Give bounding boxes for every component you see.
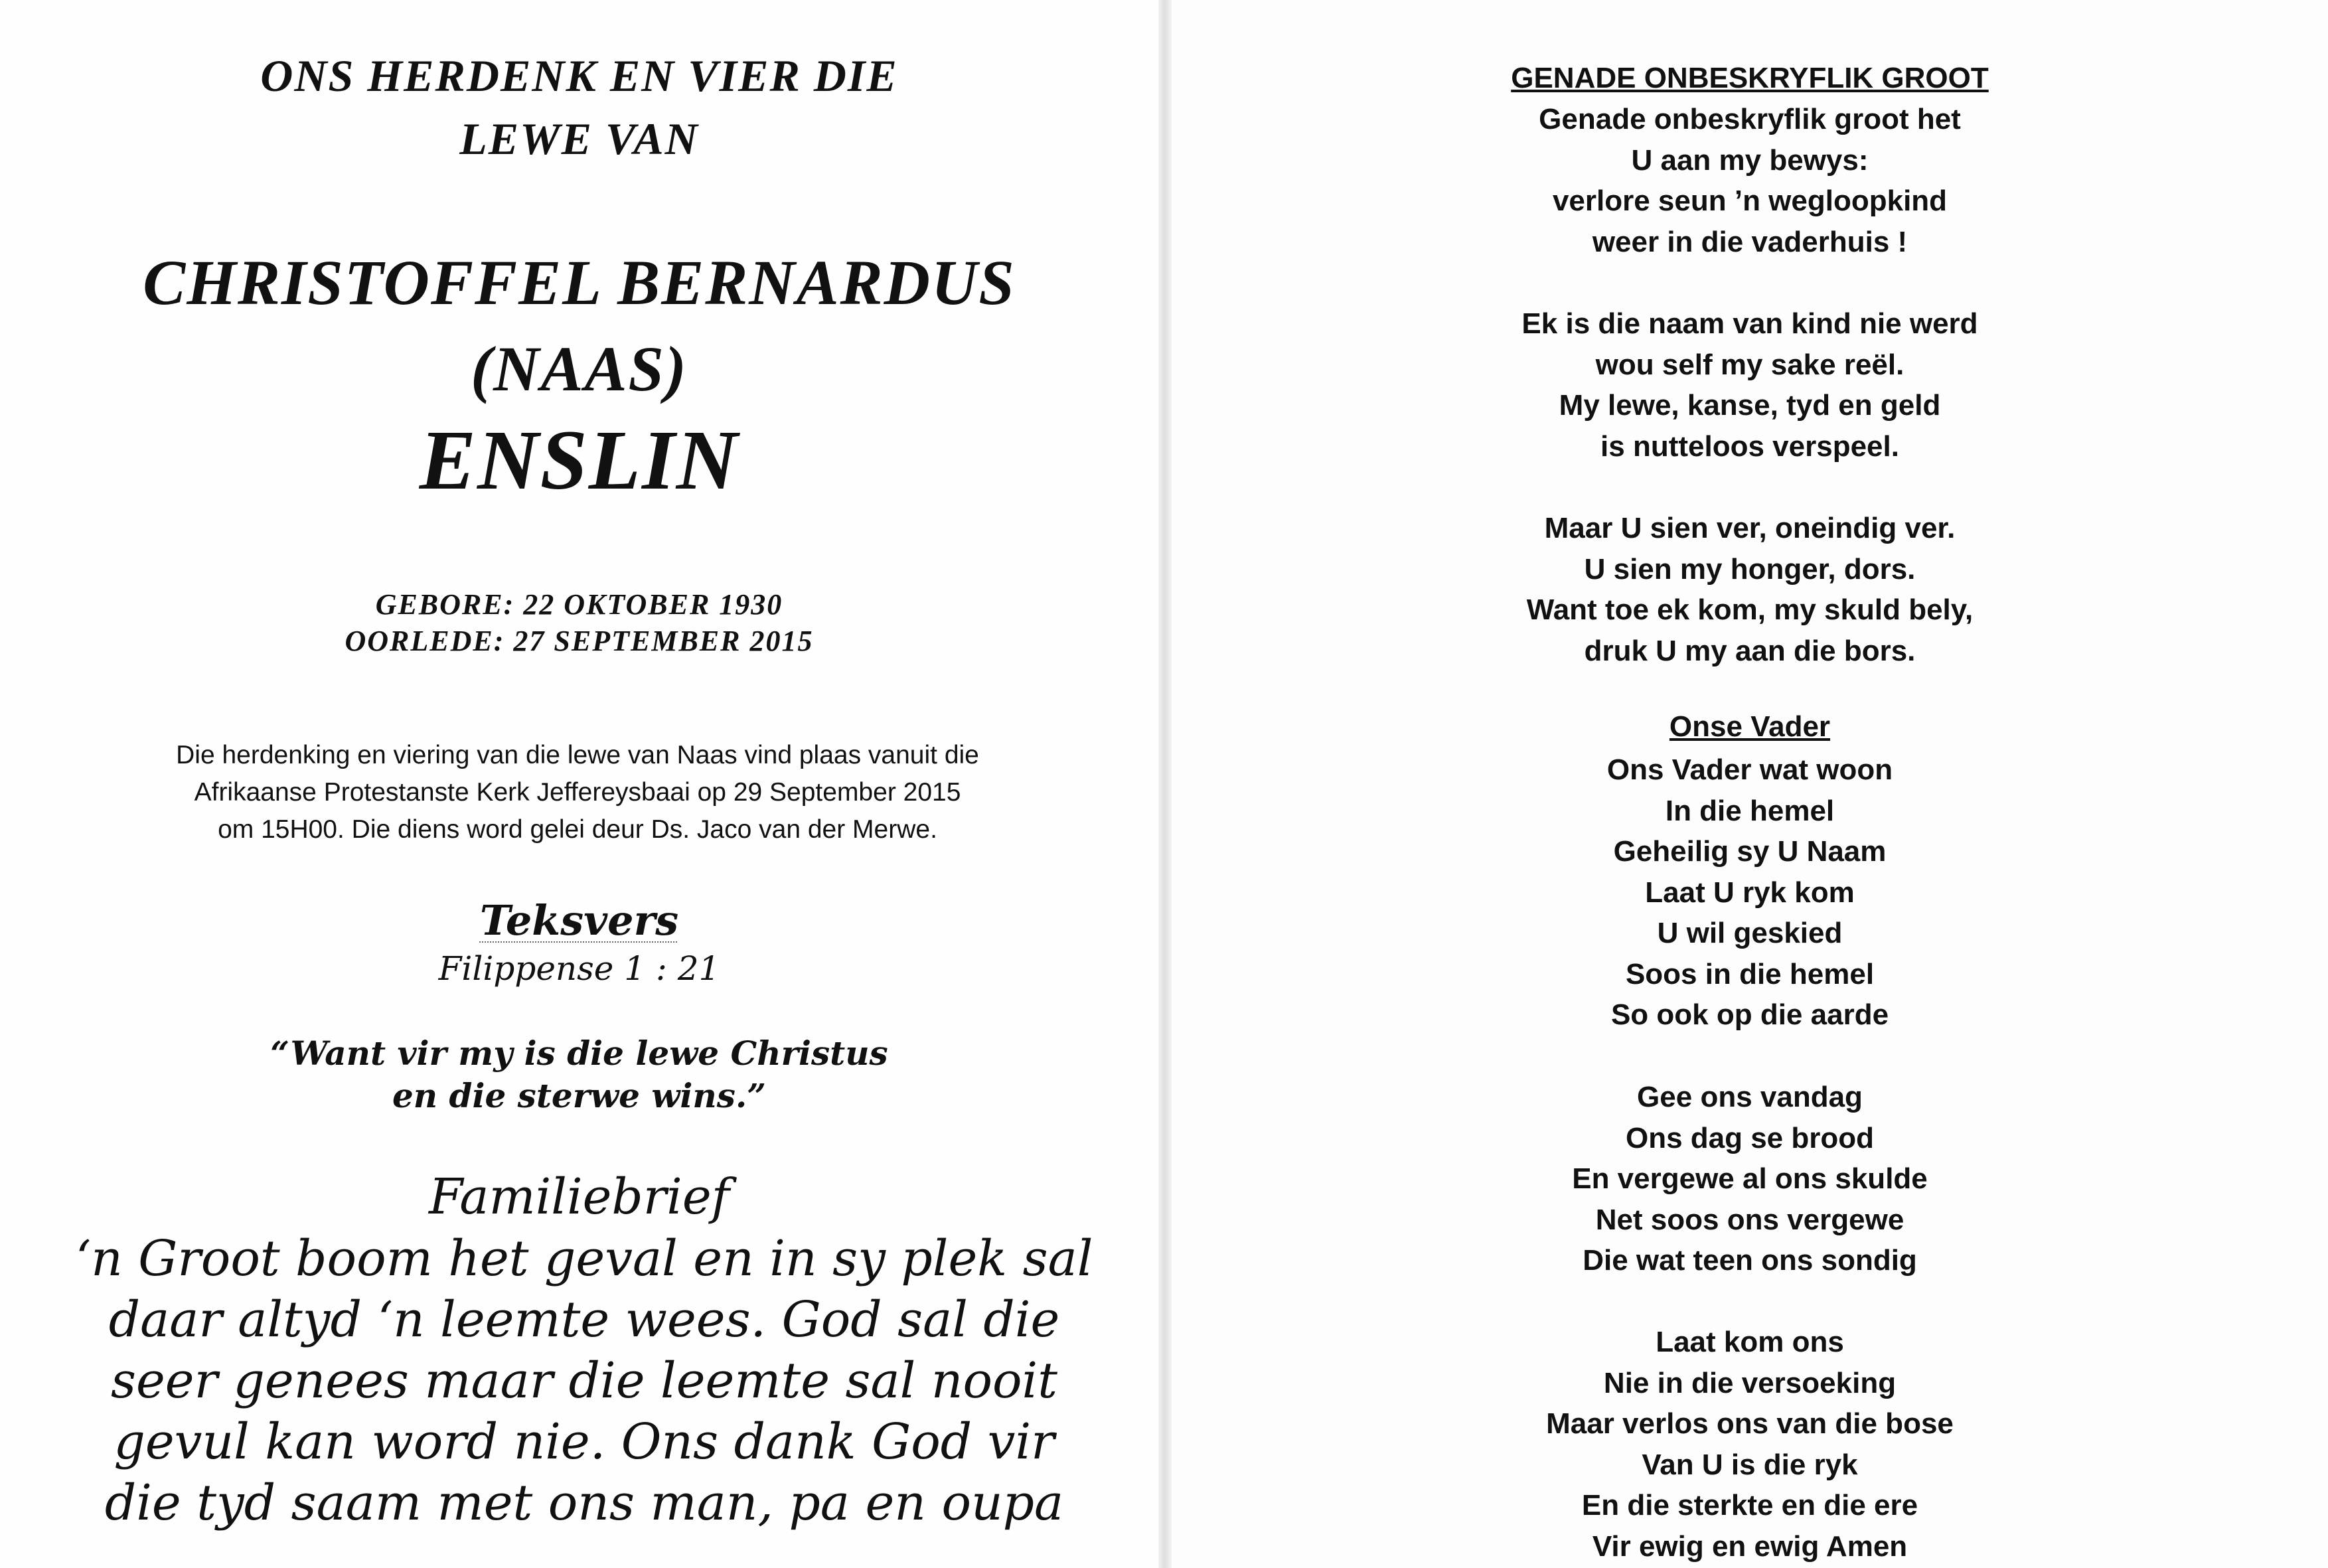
prayer-line: In die hemel <box>1665 794 1835 827</box>
prayer-line: So ook op die aarde <box>1610 998 1889 1031</box>
quote-line-2: en die sterwe wins.” <box>392 1076 767 1115</box>
text-verse-quote <box>0 1032 1158 1117</box>
service-line-1: Die herdenking en viering van die lewe van Naas vind plaas vanuit die <box>176 741 979 769</box>
prayer-line: Die wat teen ons sondig <box>1583 1244 1917 1277</box>
prayer-stanza-2 <box>1172 1077 2328 1281</box>
prayer-line: U wil geskied <box>1657 917 1843 949</box>
heading-line-2: LEWE VAN <box>459 114 699 164</box>
hymn-line: U sien my honger, dors. <box>1584 552 1916 586</box>
birth-date: GEBORE: 22 OKTOBER 1930 <box>375 588 783 621</box>
death-date: OORLEDE: 27 SEPTEMBER 2015 <box>345 625 814 657</box>
prayer-line: Net soos ons vergewe <box>1595 1203 1904 1236</box>
hymn-stanza-1 <box>1172 99 2328 262</box>
prayer-line: Geheilig sy U Naam <box>1613 835 1887 868</box>
service-line-3: om 15H00. Die diens word gelei deur Ds. Jaco van der Merwe. <box>218 815 937 844</box>
prayer-line: Nie in die versoeking <box>1603 1366 1897 1399</box>
hymn-line: U aan my bewys: <box>1631 143 1869 177</box>
hymn-line: is nutteloos verspeel. <box>1600 430 1899 463</box>
prayer-line: Gee ons vandag <box>1637 1081 1863 1113</box>
deceased-first-names: CHRISTOFFEL BERNARDUS <box>143 247 1016 318</box>
hymn-title: GENADE ONBESKRYFLIK GROOT <box>1511 62 1989 94</box>
hymn-stanza-3 <box>1172 508 2328 671</box>
text-verse-title <box>0 896 1158 945</box>
family-letter-line: daar altyd ‘n leemte wees. God sal die <box>108 1291 1060 1348</box>
deceased-nickname: (NAAS) <box>471 333 688 404</box>
prayer-line: Van U is die ryk <box>1642 1448 1858 1481</box>
hymn-line: verlore seun ’n wegloopkind <box>1552 185 1948 217</box>
page-fold <box>1158 0 1172 1568</box>
prayer-line: Vir ewig en ewig Amen <box>1592 1529 1908 1563</box>
prayer-line: Ons Vader wat woon <box>1606 753 1893 786</box>
family-letter-title: Familiebrief <box>429 1168 730 1225</box>
hymn-line: My lewe, kanse, tyd en geld <box>1559 389 1941 422</box>
prayer-title: Onse Vader <box>1669 710 1831 743</box>
hymn-line: Ek is die naam van kind nie werd <box>1521 307 1978 340</box>
prayer-line: Laat U ryk kom <box>1645 876 1855 909</box>
service-details <box>106 737 1049 848</box>
prayer-line: Soos in die hemel <box>1625 957 1875 990</box>
family-letter-line: seer genees maar die leemte sal nooit <box>111 1352 1057 1409</box>
service-line-2: Afrikaanse Protestanste Kerk Jeffereysbaai op 29 September 2015 <box>194 778 961 807</box>
prayer-line: Ons dag se brood <box>1625 1121 1875 1154</box>
prayer-line: En vergewe al ons skulde <box>1572 1162 1928 1195</box>
prayer-line: En die sterkte en die ere <box>1581 1489 1918 1522</box>
text-verse-reference: Filippense 1 : 21 <box>438 949 720 988</box>
family-letter-line: ‘n Groot boom het geval en in sy plek sal <box>75 1230 1093 1287</box>
right-page <box>1172 0 2328 1568</box>
family-letter-line: gevul kan word nie. Ons dank God vir <box>114 1413 1055 1470</box>
hymn-line: Maar U sien ver, oneindig ver. <box>1544 512 1956 544</box>
text-verse-title-label: Teksvers <box>479 896 679 945</box>
hymn-stanza-2 <box>1172 303 2328 467</box>
left-page <box>0 0 1158 1568</box>
hymn-line: Want toe ek kom, my skuld bely, <box>1526 593 1974 626</box>
deceased-surname: ENSLIN <box>419 413 739 507</box>
hymn-line: weer in die vaderhuis ! <box>1592 225 1908 258</box>
prayer-stanza-3 <box>1172 1322 2328 1567</box>
family-letter-body <box>53 1228 1115 1533</box>
hymn-line: Genade onbeskryflik groot het <box>1539 103 1961 135</box>
prayer-line: Laat kom ons <box>1656 1326 1844 1358</box>
quote-line-1: “Want vir my is die lewe Christus <box>270 1034 888 1073</box>
prayer-stanza-1 <box>1172 749 2328 1036</box>
family-letter-line: die tyd saam met ons man, pa en oupa <box>104 1474 1064 1531</box>
heading-line-1: ONS HERDENK EN VIER DIE <box>260 50 898 101</box>
hymn-line: wou self my sake reël. <box>1595 348 1904 381</box>
prayer-line: Maar verlos ons van die bose <box>1546 1407 1954 1440</box>
hymn-line: druk U my aan die bors. <box>1584 634 1916 667</box>
